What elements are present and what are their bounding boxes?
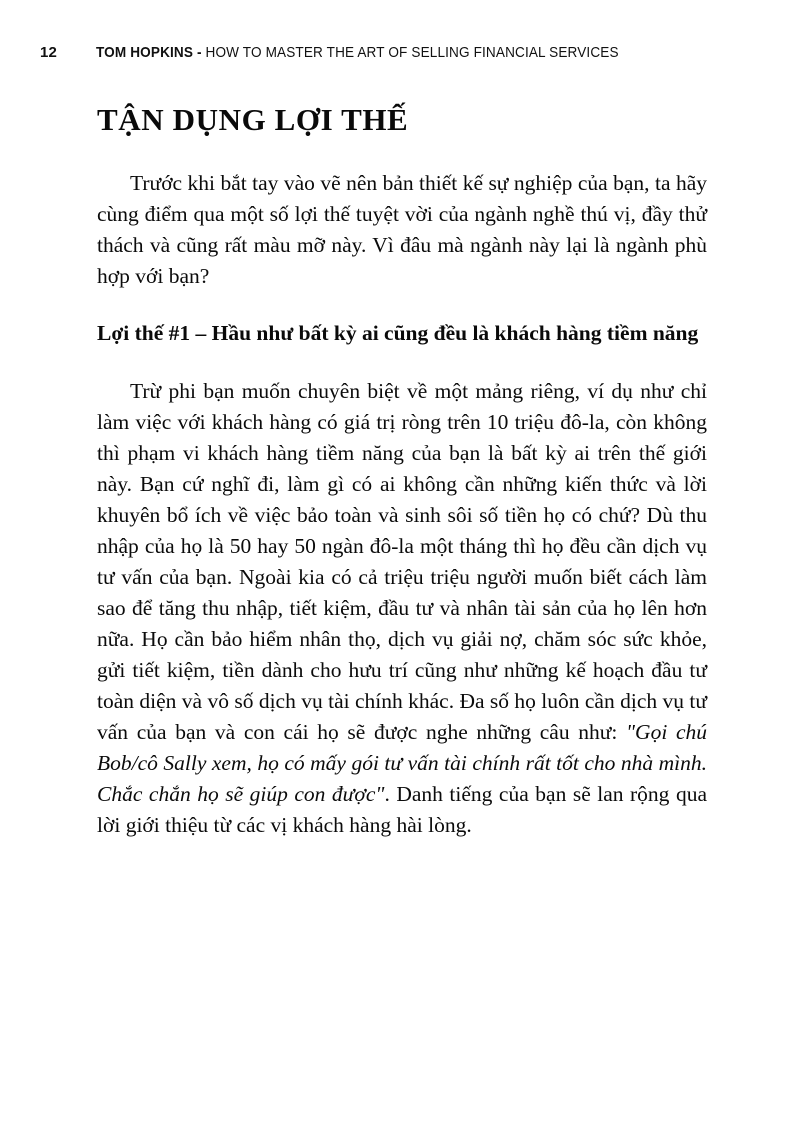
running-head-text (96, 45, 619, 61)
body-text-part-two: . Danh tiếng của bạn sẽ lan rộng qua lời giới thiệu từ các vị khách hàng hài lòng. (97, 782, 707, 837)
running-head-author: TOM HOPKINS (96, 45, 194, 61)
intro-paragraph: Trước khi bắt tay vào vẽ nên bản thiết kế sự nghiệp của bạn, ta hãy cùng điểm qua một số lợi thế tuyệt vời của ngành nghề thú vị, đầy thử thách và cũng rất màu mỡ này. Vì đâu mà ngành này lại là ngành phù hợp với bạn? (97, 171, 707, 288)
chapter-title: TẬN DỤNG LỢI THẾ (97, 102, 409, 137)
page-number: 12 (40, 44, 58, 61)
running-head-book-title: HOW TO MASTER THE ART OF SELLING FINANCIAL SERVICES (205, 45, 619, 61)
body-paragraph (97, 376, 707, 841)
running-head (40, 44, 760, 66)
body-quote-italic: "Gọi chú Bob/cô Sally xem, họ có mấy gói tư vấn tài chính rất tốt cho nhà mình. Chắc chắn họ sẽ giúp con được" (97, 720, 707, 806)
running-head-separator: - (193, 45, 206, 61)
body-text-part-one: Trừ phi bạn muốn chuyên biệt về một mảng riêng, ví dụ như chỉ làm việc với khách hàng có giá trị ròng trên 10 triệu đô-la, còn không thì phạm vi khách hàng tiềm năng của bạn là bất kỳ ai trên thế giới này. Bạn cứ nghĩ đi, làm gì có ai không cần những kiến thức và lời khuyên bổ ích về việc bảo toàn và sinh sôi số tiền họ có chứ? Dù thu nhập của họ là 50 hay 50 ngàn đô-la một tháng thì họ đều cần dịch vụ tư vấn của bạn. Ngoài kia có cả triệu triệu người muốn biết cách làm sao để tăng thu nhập, tiết kiệm, đầu tư và nhân tài sản của họ lên hơn nữa. Họ cần bảo hiểm nhân thọ, dịch vụ giải nợ, chăm sóc sức khỏe, gửi tiết kiệm, tiền dành cho hưu trí cũng như những kế hoạch đầu tư toàn diện và vô số dịch vụ tài chính khác. Đa số họ luôn cần dịch vụ tư vấn của bạn và con cái họ sẽ được nghe những câu như: (97, 379, 707, 744)
advantage-subheading: Lợi thế #1 – Hầu như bất kỳ ai cũng đều là khách hàng tiềm năng (97, 321, 699, 345)
text-block (97, 100, 707, 841)
